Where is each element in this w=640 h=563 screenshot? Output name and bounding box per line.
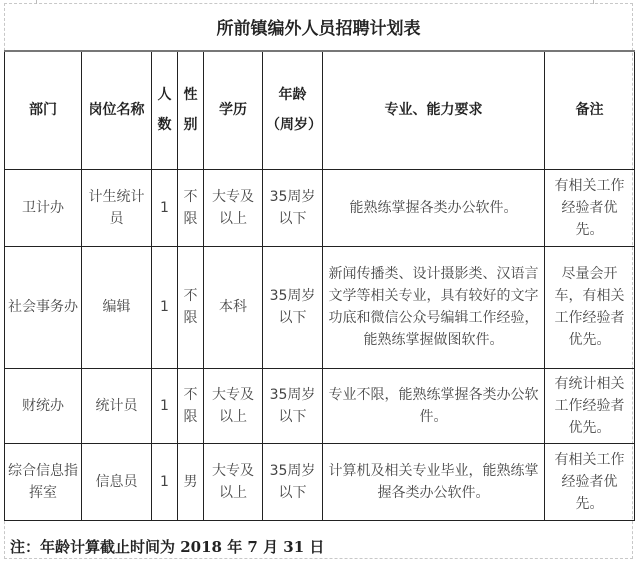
- cell-count: 1: [152, 246, 178, 368]
- header-department: 部门: [5, 51, 82, 169]
- header-remarks: 备注: [545, 51, 635, 169]
- header-requirements: 专业、能力要求: [323, 51, 545, 169]
- cell-age: 35周岁以下: [263, 246, 323, 368]
- cell-requirements: 能熟练掌握各类办公软件。: [323, 169, 545, 246]
- header-age: 年龄（周岁）: [263, 51, 323, 169]
- table-row: [5, 443, 635, 520]
- footnote: 注：年龄计算截止时间为 2018 年 7 月 31 日: [10, 538, 325, 556]
- cell-position: 信息员: [82, 443, 152, 520]
- cell-position: 编辑: [82, 246, 152, 368]
- frame-tick-left: [36, 0, 37, 4]
- cell-department: 社会事务办: [5, 246, 82, 368]
- cell-gender: 不限: [178, 169, 204, 246]
- cell-requirements: 计算机及相关专业毕业，能熟练掌握各类办公软件。: [323, 443, 545, 520]
- cell-education: 大专及以上: [204, 443, 263, 520]
- cell-remarks: 有相关工作经验者优先。: [545, 169, 635, 246]
- cell-remarks: 尽量会开车，有相关工作经验者优先。: [545, 246, 635, 368]
- cell-remarks: 有统计相关工作经验者优先。: [545, 368, 635, 443]
- table-row: [5, 246, 635, 368]
- cell-requirements: 专业不限，能熟练掌握各类办公软件。: [323, 368, 545, 443]
- document-title: 所前镇编外人员招聘计划表: [216, 19, 421, 39]
- table-row: [5, 169, 635, 246]
- cell-position: 计生统计员: [82, 169, 152, 246]
- cell-education: 大专及以上: [204, 169, 263, 246]
- cell-gender: 男: [178, 443, 204, 520]
- cell-department: 综合信息指挥室: [5, 443, 82, 520]
- header-gender: 性别: [178, 51, 204, 169]
- cell-department: 财统办: [5, 368, 82, 443]
- cell-age: 35周岁以下: [263, 169, 323, 246]
- cell-gender: 不限: [178, 246, 204, 368]
- cell-position: 统计员: [82, 368, 152, 443]
- cell-department: 卫计办: [5, 169, 82, 246]
- header-row: [5, 51, 635, 169]
- cell-count: 1: [152, 169, 178, 246]
- cell-education: 大专及以上: [204, 368, 263, 443]
- frame-tick-right: [593, 0, 594, 4]
- cell-age: 35周岁以下: [263, 368, 323, 443]
- cell-education: 本科: [204, 246, 263, 368]
- cell-count: 1: [152, 443, 178, 520]
- cell-age: 35周岁以下: [263, 443, 323, 520]
- recruitment-table: [4, 50, 635, 521]
- cell-remarks: 有相关工作经验者优先。: [545, 443, 635, 520]
- header-education: 学历: [204, 51, 263, 169]
- cell-gender: 不限: [178, 368, 204, 443]
- cell-count: 1: [152, 368, 178, 443]
- cell-requirements: 新闻传播类、设计摄影类、汉语言文学等相关专业，具有较好的文字功底和微信公众号编辑工作经验，能熟练掌握做图软件。: [323, 246, 545, 368]
- header-position: 岗位名称: [82, 51, 152, 169]
- table-row: [5, 368, 635, 443]
- header-count: 人数: [152, 51, 178, 169]
